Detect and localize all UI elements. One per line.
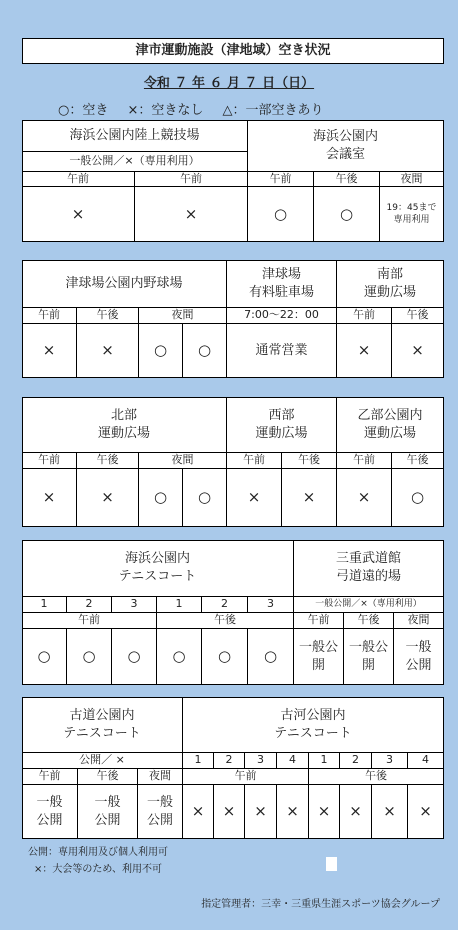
facility-name: 古河公園内 テニスコート	[183, 697, 444, 753]
period-header: 午後	[344, 613, 394, 629]
status-cell: ×	[282, 469, 337, 527]
status-cell: ○	[183, 469, 227, 527]
period-header: 7:00～22：00	[227, 308, 337, 324]
status-cell: ×	[340, 785, 372, 839]
status-cell: ×	[183, 785, 214, 839]
status-cell: ○	[392, 469, 444, 527]
blank-box	[326, 857, 337, 871]
status-cell: ○	[314, 187, 380, 242]
facility-name: 北部 運動広場	[22, 397, 227, 453]
status-cell: ×	[22, 187, 135, 242]
status-cell: ○	[248, 629, 294, 685]
period-header: 午後	[392, 308, 444, 324]
court-number: 3	[245, 753, 277, 769]
facility-table-b1	[22, 120, 444, 242]
period-header: 午前	[135, 172, 248, 187]
status-cell: 通常営業	[227, 324, 337, 378]
court-number: 4	[408, 753, 444, 769]
status-cell: ○	[183, 324, 227, 378]
status-cell: ×	[22, 469, 77, 527]
period-header: 午後	[282, 453, 337, 469]
period-header: 午後	[77, 308, 139, 324]
period-header: 午前	[22, 172, 135, 187]
facility-name: 海浜公園内陸上競技場	[22, 120, 248, 152]
period-header: 午前	[248, 172, 314, 187]
status-cell: ×	[408, 785, 444, 839]
period-header: 午後	[78, 769, 138, 785]
facility-name: 海浜公園内 テニスコート	[22, 540, 294, 597]
period-header: 午前	[22, 769, 78, 785]
court-number: 2	[340, 753, 372, 769]
facility-name: 古道公園内 テニスコート	[22, 697, 183, 753]
status-cell: ○	[202, 629, 248, 685]
period-header: 午後	[309, 769, 444, 785]
court-number: 4	[277, 753, 309, 769]
status-cell: ×	[214, 785, 245, 839]
facility-table-b5	[22, 697, 444, 839]
court-number: 3	[112, 597, 157, 613]
period-header: 午前	[294, 613, 344, 629]
status-cell: ×	[277, 785, 309, 839]
facility-name: 南部 運動広場	[337, 260, 444, 308]
facility-name: 津球場公園内野球場	[22, 260, 227, 308]
period-header: 夜間	[138, 769, 183, 785]
facility-table-b4	[22, 540, 444, 685]
status-cell: ×	[337, 469, 392, 527]
status-cell: 一般 公開	[22, 785, 78, 839]
status-cell: 一般公 開	[344, 629, 394, 685]
facility-name: 津球場 有料駐車場	[227, 260, 337, 308]
date-text: 令和 ７ 年 ６ 月 ７ 日（日）	[143, 76, 315, 91]
facility-subtitle: 一般公開／×（専用利用）	[294, 597, 444, 613]
status-cell: ○	[139, 469, 183, 527]
status-cell: 一般公 開	[294, 629, 344, 685]
facility-table-b2	[22, 260, 444, 378]
court-number: 3	[372, 753, 408, 769]
period-header: 午後	[77, 453, 139, 469]
status-cell: 一般 公開	[138, 785, 183, 839]
period-header: 午後	[157, 613, 294, 629]
period-header: 午前	[183, 769, 309, 785]
period-header: 夜間	[380, 172, 444, 187]
facility-name: 西部 運動広場	[227, 397, 337, 453]
period-header: 午前	[337, 453, 392, 469]
period-header: 午後	[314, 172, 380, 187]
status-cell: ×	[372, 785, 408, 839]
facility-name: 三重武道館 弓道遠的場	[294, 540, 444, 597]
status-date	[0, 72, 458, 91]
status-note: 19：45まで 専用利用	[380, 187, 444, 242]
status-cell: ×	[135, 187, 248, 242]
footnote-unavailable: ×：大会等のため、利用不可	[34, 864, 162, 875]
period-header: 午前	[22, 613, 157, 629]
period-header: 夜間	[139, 308, 227, 324]
court-number: 2	[67, 597, 112, 613]
court-number: 1	[183, 753, 214, 769]
court-number: 2	[202, 597, 248, 613]
period-header: 午前	[227, 453, 282, 469]
footnote-public: 公開：専用利用及び個人利用可	[28, 847, 168, 858]
manager-credit: 指定管理者：三幸・三重県生涯スポーツ協会グループ	[201, 899, 440, 910]
court-number: 1	[309, 753, 340, 769]
facility-table-b3	[22, 397, 444, 527]
period-header: 午前	[22, 453, 77, 469]
status-cell: 一般 公開	[78, 785, 138, 839]
status-cell: ×	[227, 469, 282, 527]
status-cell: ×	[22, 324, 77, 378]
court-number: 1	[157, 597, 202, 613]
status-cell: ○	[112, 629, 157, 685]
status-cell: ×	[245, 785, 277, 839]
facility-name: 海浜公園内 会議室	[248, 120, 444, 172]
page-title: 津市運動施設（津地域）空き状況	[22, 38, 444, 64]
status-cell: ○	[139, 324, 183, 378]
status-cell: 一般 公開	[394, 629, 444, 685]
status-cell: ○	[248, 187, 314, 242]
facility-subtitle: 一般公開／×（専用利用）	[22, 152, 248, 172]
period-header: 午後	[392, 453, 444, 469]
status-cell: ×	[392, 324, 444, 378]
facility-name: 乙部公園内 運動広場	[337, 397, 444, 453]
legend: ○：空き ×：空きなし △：一部空きあり	[58, 103, 324, 118]
court-number: 1	[22, 597, 67, 613]
period-header: 夜間	[139, 453, 227, 469]
status-cell: ○	[157, 629, 202, 685]
status-cell: ×	[77, 469, 139, 527]
period-header: 夜間	[394, 613, 444, 629]
status-cell: ○	[22, 629, 67, 685]
status-cell: ×	[337, 324, 392, 378]
status-cell: ×	[309, 785, 340, 839]
facility-subtitle: 公開／ ×	[22, 753, 183, 769]
status-cell: ×	[77, 324, 139, 378]
status-cell: ○	[67, 629, 112, 685]
period-header: 午前	[337, 308, 392, 324]
court-number: 2	[214, 753, 245, 769]
court-number: 3	[248, 597, 294, 613]
period-header: 午前	[22, 308, 77, 324]
